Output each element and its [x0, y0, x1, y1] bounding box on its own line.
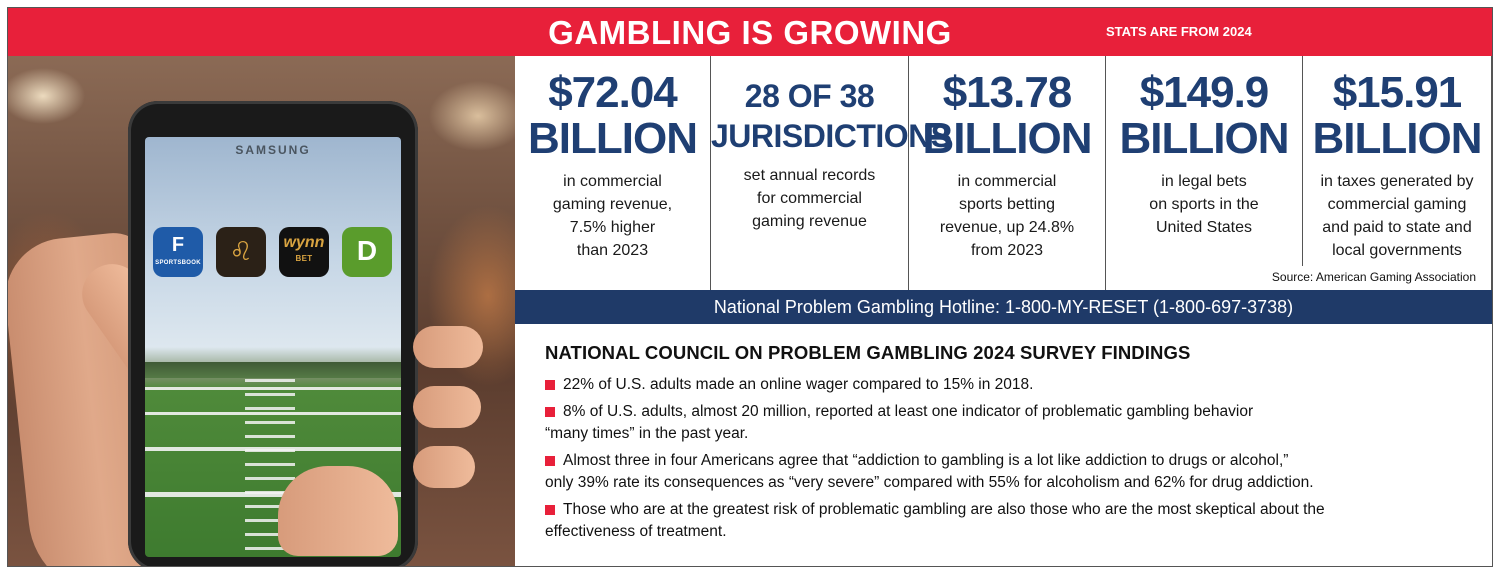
stat-value: $149.9 [1139, 68, 1269, 117]
stat-description: in commercial gaming revenue, 7.5% higher than 2023 [552, 173, 673, 259]
stat-jurisdictions [711, 56, 952, 290]
stat-description: in taxes generated by commercial gaming and paid to state and local governments [1320, 173, 1474, 259]
stat-unit: BILLION [1119, 114, 1289, 163]
stat-value: $13.78 [942, 68, 1072, 117]
bullet-square-icon [545, 456, 555, 466]
stat-unit: BILLION [922, 114, 1092, 163]
stats-row [515, 56, 1492, 290]
stat-value: 28 OF 38 [744, 78, 875, 114]
finger-right [413, 446, 475, 488]
finger-right [413, 326, 483, 368]
stat-description: in legal bets on sports in the United States [1149, 173, 1259, 236]
survey-title: NATIONAL COUNCIL ON PROBLEM GAMBLING 2024 SURVEY FINDINGS [545, 342, 1191, 363]
header-banner [8, 8, 1492, 56]
draftkings-icon[interactable]: D [342, 227, 392, 277]
findings-list [545, 374, 1475, 548]
survey-findings [515, 324, 1492, 566]
betmgm-lion-icon[interactable]: ♌ [216, 227, 266, 277]
stat-unit: BILLION [528, 114, 697, 163]
wynnbet-icon[interactable]: wynn BET [279, 227, 329, 277]
bullet-square-icon [545, 505, 555, 515]
phone-brand-label: SAMSUNG [235, 143, 311, 157]
thumb [278, 466, 398, 556]
bullet-square-icon [545, 407, 555, 417]
infographic [7, 7, 1493, 567]
stat-commercial-gaming-revenue [515, 56, 711, 290]
phone-photo [8, 56, 515, 566]
source-credit: Source: American Gaming Association [1271, 270, 1476, 284]
tree-line [145, 362, 401, 378]
stat-taxes-generated [1303, 56, 1492, 290]
stat-unit: JURISDICTIONS [711, 118, 952, 154]
stat-unit: BILLION [1312, 114, 1482, 163]
list-item: 8% of U.S. adults, almost 20 million, reported at least one indicator of problematic gambling behavior “many times” in the past year. [545, 403, 1254, 442]
list-item: 22% of U.S. adults made an online wager compared to 15% in 2018. [545, 374, 1475, 396]
fanduel-sportsbook-icon[interactable]: F SPORTSBOOK [153, 227, 203, 277]
list-item: Those who are at the greatest risk of problematic gambling are also those who are the most skeptical about the effectiveness of treatment. [545, 501, 1325, 540]
stat-value: $15.91 [1332, 68, 1462, 117]
stats-year-note: STATS ARE FROM 2024 [1106, 24, 1252, 39]
list-item: Almost three in four Americans agree that “addiction to gambling is a lot like addiction to drugs or alcohol,” only 39% rate its consequences as “very severe” compared with 55% for alcoholism and 62% for drug addiction. [545, 452, 1314, 491]
bullet-square-icon [545, 380, 555, 390]
hotline-banner: National Problem Gambling Hotline: 1-800-MY-RESET (1-800-697-3738) [515, 290, 1492, 324]
stat-description: in commercial sports betting revenue, up 24.8% from 2023 [939, 173, 1075, 259]
stat-sports-betting-revenue [909, 56, 1106, 290]
finger-right [413, 386, 481, 428]
stat-value: $72.04 [548, 68, 677, 117]
headline: GAMBLING IS GROWING [548, 14, 952, 51]
stat-legal-bets [1106, 56, 1303, 266]
stat-description: set annual records for commercial gaming revenue [743, 167, 876, 230]
